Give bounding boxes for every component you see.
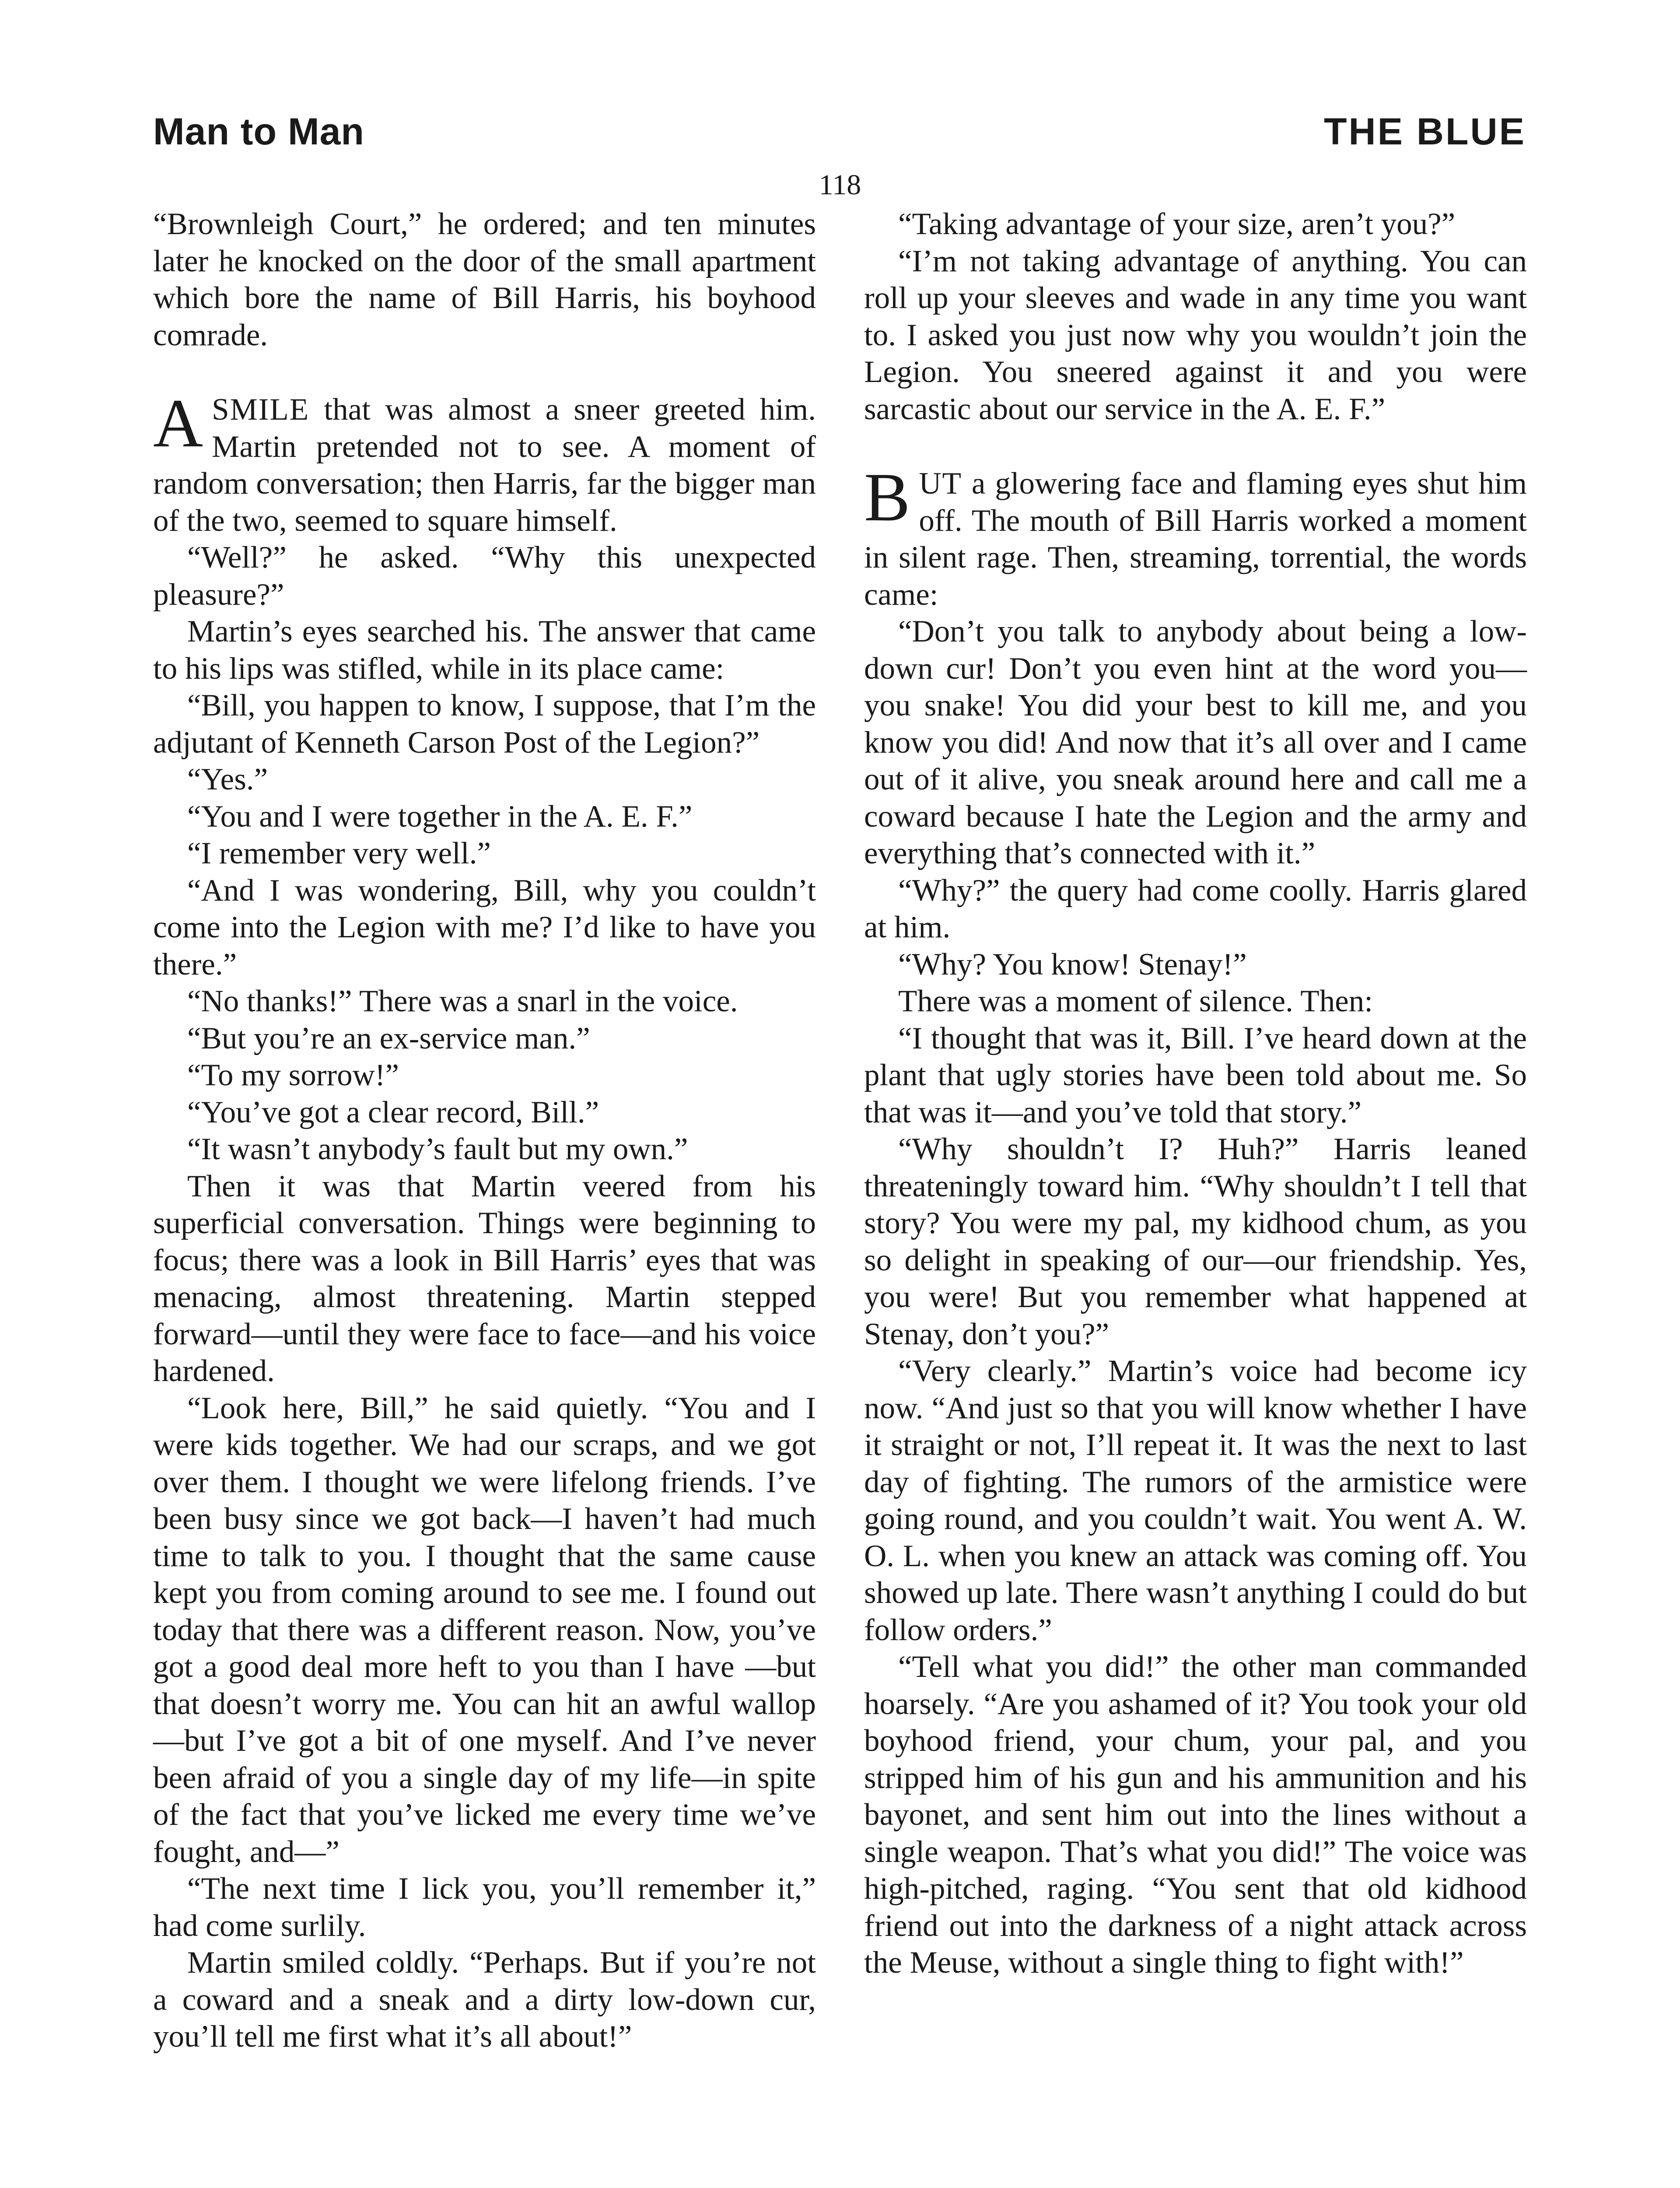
paragraph: Martin smiled coldly. “Perhaps. But if you’re not a coward and a sneak and a dirty low-down cur, you’ll tell me first what it’s all about!” bbox=[153, 1946, 816, 2054]
paragraph: “Taking advantage of your size, aren’t you?” bbox=[898, 207, 1456, 241]
paragraph: “No thanks!” There was a snarl in the voice. bbox=[187, 984, 738, 1018]
paragraph: “Well?” he asked. “Why this unexpected pleasure?” bbox=[153, 540, 816, 612]
paragraph: “Yes.” bbox=[187, 762, 268, 796]
paragraph: “Why shouldn’t I? Huh?” Harris leaned threateningly toward him. “Why shouldn’t I tell that story? You were my pal, my kidhood chum, as you so delight in speaking of our—our friendship. Yes, you were! But you remember what happened at Stenay, don’t you?” bbox=[864, 1132, 1527, 1351]
drop-cap: B bbox=[864, 459, 910, 536]
story-title: Man to Man bbox=[153, 111, 364, 153]
paragraph: There was a moment of silence. Then: bbox=[898, 984, 1373, 1018]
paragraph: Then it was that Martin veered from his superficial conversation. Things were beginning to focus; there was a look in Bill Harris’ eyes that was menacing, almost threatening. Martin stepped forward—until they were face to face—and his voice hardened. bbox=[153, 1169, 816, 1388]
paragraph: “Tell what you did!” the other man commanded hoarsely. “Are you ashamed of it? You took your old boyhood friend, your chum, your pal, and you stripped him of his gun and his ammunition and his bayonet, and sent him out into the lines without a single weapon. That’s what you did!” The voice was high-pitched, raging. “You sent that old kidhood friend out into the darkness of a night attack across the Meuse, without a single thing to fight with!” bbox=[864, 1650, 1527, 1980]
paragraph: “It wasn’t anybody’s fault but my own.” bbox=[187, 1132, 688, 1166]
text-column-right bbox=[864, 206, 1527, 1981]
paragraph: “You and I were together in the A. E. F.” bbox=[187, 799, 693, 834]
paragraph: “I’m not taking advantage of anything. You can roll up your sleeves and wade in any time you want to. I asked you just now why you wouldn’t join the Legion. You sneered against it and you were sarcastic about our service in the A. E. F.” bbox=[864, 244, 1527, 426]
paragraph-text: a glowering face and flaming eyes shut him off. The mouth of Bill Harris worked a moment in silent rage. Then, streaming, torrential, the words came: bbox=[864, 466, 1527, 612]
paragraph: “And I was wondering, Bill, why you couldn’t come into the Legion with me? I’d like to have you there.” bbox=[153, 873, 816, 982]
lead-in: SMILE bbox=[212, 393, 310, 427]
paragraph: “Brownleigh Court,” he ordered; and ten minutes later he knocked on the door of the small apartment which bore the name of Bill Harris, his boyhood comrade. bbox=[153, 207, 816, 352]
section-title: THE BLUE bbox=[1324, 111, 1526, 153]
paragraph bbox=[864, 459, 1527, 613]
paragraph bbox=[153, 385, 816, 539]
page-number: 118 bbox=[819, 169, 861, 201]
paragraph: “Why? You know! Stenay!” bbox=[898, 947, 1247, 982]
paragraph: “To my sorrow!” bbox=[187, 1058, 399, 1092]
drop-cap: A bbox=[153, 385, 203, 462]
paragraph: “But you’re an ex-service man.” bbox=[187, 1021, 590, 1055]
paragraph: “Bill, you happen to know, I suppose, that I’m the adjutant of Kenneth Carson Post of the Legion?” bbox=[153, 688, 816, 760]
paragraph: “Look here, Bill,” he said quietly. “You and I were kids together. We had our scraps, and we got over them. I thought we were lifelong friends. I’ve been busy since we got back—I haven’t had much time to talk to you. I thought that the same cause kept you from coming around to see me. I found out today that there was a different reason. Now, you’ve got a good deal more heft to you than I have —but that doesn’t worry me. You can hit an awful wallop—but I’ve got a bit of one myself. And I’ve never been afraid of you a single day of my life—in spite of the fact that you’ve licked me every time we’ve fought, and—” bbox=[153, 1391, 816, 1869]
paragraph: “The next time I lick you, you’ll remember it,” had come surlily. bbox=[153, 1872, 816, 1943]
paragraph-text: that was almost a sneer greeted him. Martin pretended not to see. A moment of random conversation; then Harris, far the bigger man of the two, seemed to square himself. bbox=[153, 393, 816, 538]
text-column-left bbox=[153, 206, 816, 2055]
paragraph: “I remember very well.” bbox=[187, 836, 491, 870]
lead-in: UT bbox=[919, 466, 962, 501]
paragraph: “Very clearly.” Martin’s voice had become icy now. “And just so that you will know whether I have it straight or not, I’ll repeat it. It was the next to last day of fighting. The rumors of the armistice were going round, and you couldn’t wait. You went A. W. O. L. when you knew an attack was coming off. You showed up late. There wasn’t anything I could do but follow orders.” bbox=[864, 1354, 1527, 1647]
paragraph: “You’ve got a clear record, Bill.” bbox=[187, 1095, 599, 1129]
paragraph: “I thought that was it, Bill. I’ve heard down at the plant that ugly stories have been told about me. So that was it—and you’ve told that story.” bbox=[864, 1021, 1527, 1129]
paragraph: Martin’s eyes searched his. The answer that came to his lips was stifled, while in its place came: bbox=[153, 614, 816, 686]
paragraph: “Why?” the query had come coolly. Harris glared at him. bbox=[864, 873, 1527, 944]
paragraph: “Don’t you talk to anybody about being a low-down cur! Don’t you even hint at the word you—you snake! You did your best to kill me, and you know you did! And now that it’s all over and I came out of it alive, you sneak around here and call me a coward because I hate the Legion and the army and everything that’s connected with it.” bbox=[864, 614, 1527, 870]
